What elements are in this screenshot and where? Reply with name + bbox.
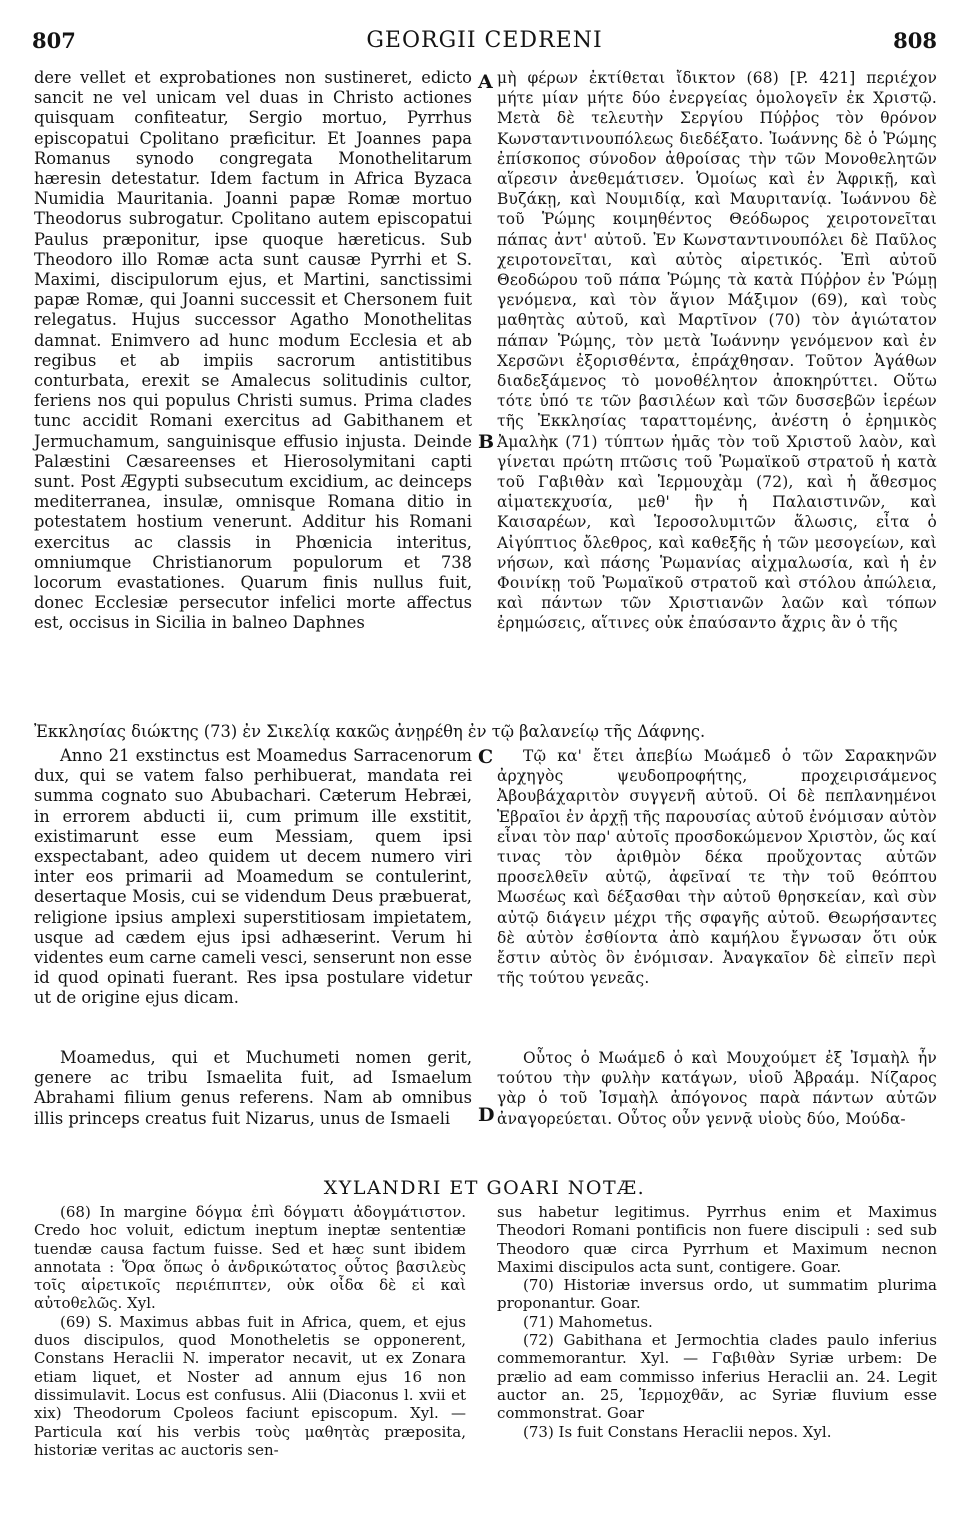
note-69: (69) S. Maximus abbas fuit in Africa, quem, et ejus duos discipulos, quod Monotheletis se opponerent, Constans Heraclii N. imperator necavit, ut ex Zonara etiam liquet, et Noster ad annum ejus 16 non dissimulavit. Locus est confusus. Alii (Diaconus l. xvii et xix) Theodorum Cpoleos faciunt episcopum. Xyl. — Particula καί his verbis τοὺς μαθητὰς præposita, historiæ veritas ac auctoris sen- bbox=[34, 1312, 466, 1459]
note-73: (73) Is fuit Constans Heraclii nepos. Xyl. bbox=[523, 1422, 832, 1441]
greek-column-part1 bbox=[497, 68, 937, 634]
note-69-continued: sus habetur legitimus. Pyrrhus enim et Maximus Theodori Romani pontificis non fuere discipuli : sed sub Theodoro quæ circa Pyrrhum et Maximum necnon Maximi discipulos acta sunt, contigere. Goar. bbox=[497, 1203, 937, 1276]
note-70: (70) Historiæ inversus ordo, ut summatim plurima proponantur. Goar. bbox=[497, 1276, 937, 1313]
greek-column-part2 bbox=[497, 746, 937, 988]
note-72: (72) Gabithana et Jermochtia clades paulo inferius commemorantur. Xyl. — Γαβιθὰν Syriæ urbem: De prælio ad eam commisso inferius Heraclii an. 24. Legit auctor an. 25, Ἱερμοχθᾶν, ac Syriæ fluvium esse commonstrat. Goar bbox=[497, 1331, 937, 1423]
greek-paragraph-1: μὴ φέρων ἐκτίθεται ἴδικτον (68) [P. 421] περιέχον μήτε μίαν μήτε δύο ἐνεργείας ὁμολογεῖν ἐκ Χριστῷ. Μετὰ δὲ τελευτὴν Σεργίου Πύῤῥος τὸν θρόνον Κωνσταντινουπόλεως διεδέξατο. Ἰωάννης δὲ ὁ Ῥώμης ἐπίσκοπος σύνοδον ἀθροίσας τὴν τῶν Μονοθελητῶν αἵρεσιν ἀνεθεμάτισεν. Ὁμοίως καὶ ἐν Ἀφρικῇ, καὶ Βυζάκῃ, καὶ Νουμιδίᾳ, καὶ Μαυριτανίᾳ. Ἰωάννου δὲ τοῦ Ῥώμης κοιμηθέντος Θεόδωρος χειροτονεῖται πάπας ἀντ' αὐτοῦ. Ἐν Κωνσταντινουπόλει δὲ Παῦλος χειροτονεῖται, καὶ αὐτὸς αἱρετικός. Ἐπὶ αὐτοῦ Θεοδώρου τοῦ πάπα Ῥώμης τὰ κατὰ Πύῤῥον ἐν Ῥώμῃ γενόμενα, καὶ τὸν ἅγιον Μάξιμον (69), καὶ τοὺς μαθητὰς αὐτοῦ, καὶ Μαρτῖνον (70) τὸν ἁγιώτατον πάπαν Ῥώμης, τὸν μετὰ Ἰωάννην γενόμενον καὶ ἐν Χερσῶνι ἐξορισθέντα, ἐπράχθησαν. Τοῦτον Ἀγάθων διαδεξάμενος τὸ μονοθέλητον ἀποκηρύττει. Οὕτω τότε ὑπό τε τῶν βασιλέων καὶ τῶν δυσσεβῶν ἱερέων τῆς Ἐκκλησίας ταραττομένης, ἀνέστη ὁ ἐρημικὸς Ἀμαλὴκ (71) τύπτων ἡμᾶς τὸν τοῦ Χριστοῦ λαὸν, καὶ γίνεται πρώτη πτῶσις τοῦ Ῥωμαϊκοῦ στρατοῦ ἡ κατὰ τοῦ Γαβιθὰν καὶ Ἱερμουχὰμ (72), καὶ ἡ ἄθεσμος αἱματεκχυσία, μεθ' ἣν ἡ Παλαιστινῶν, καὶ Καισαρέων, καὶ Ἱεροσολυμιτῶν ἅλωσις, εἶτα ὁ Αἰγύπτιος ὄλεθρος, καὶ καθεξῆς ἡ τῶν μεσογείων, καὶ νήσων, καὶ πάσης Ῥωμανίας αἰχμαλωσία, καὶ ἡ ἐν Φοινίκῃ τοῦ Ῥωμαϊκοῦ στρατοῦ καὶ στόλου ἀπώλεια, καὶ πάντων τῶν Χριστιανῶν λαῶν καὶ τόπων ἐρημώσεις, αἵτινες οὐκ ἐπαύσαντο ἄχρις ἂν ὁ τῆς bbox=[497, 69, 937, 633]
greek-spanning-line: Ἐκκλησίας διώκτης (73) ἐν Σικελίᾳ κακῶς ἀνῃρέθη ἐν τῷ βαλανείῳ τῆς Δάφνης. bbox=[34, 722, 706, 741]
latin-column-part1 bbox=[34, 68, 472, 634]
latin-paragraph-3: Moamedus, qui et Muchumeti nomen gerit, genere ac tribu Ismaelita fuit, ad Ismaelum Abrahami filium genus referens. Nam ab omnibus illis princeps creatus fuit Nizarus, unus de Ismaeli bbox=[34, 1048, 472, 1128]
section-marker-d: D bbox=[478, 1104, 495, 1126]
page-header bbox=[32, 28, 937, 58]
section-marker-a: A bbox=[478, 71, 493, 93]
notes-right-column bbox=[497, 1203, 937, 1441]
right-page-number: 808 bbox=[893, 28, 937, 53]
note-68: (68) In margine δόγμα ἐπὶ δόγματι ἀδογμάτιστον. Credo hoc voluit, edictum ineptum ineptæ sententiæ tuendæ causa factum fuisse. Sed et hæc sunt ibidem annotata : Ὅρα ὅπως ὁ ἀνδρικώτατος οὗτος βασιλεὺς τοῖς αἱρετικοῖς περιέπιπτεν, οὐκ οἶδα δὲ εἰ καὶ αὐτοθελῶς. Xyl. bbox=[34, 1203, 466, 1313]
latin-paragraph-2: Anno 21 exstinctus est Moamedus Sarracenorum dux, qui se vatem falso perhibuerat, mandata rei summa cognato suo Abubachari. Cæterum Hebræi, in errorem abducti ii, cum primum ille exstitit, existimarunt esse eum Messiam, quem ipsi exspectabant, adeo quidem ut decem numero viri inter eos primarii ad Moamedum se contulerint, desertaque Mosis, cui se videndum Deus præbuerat, religione ipsius amplexi superstitiosam impietatem, usque ad cædem ejus ipsi adhæserint. Verum hi videntes eum carne cameli vesci, senserunt non esse id quod opinati fuerant. Res ipsa postulare videtur ut de origine ejus dicam. bbox=[34, 746, 472, 1008]
greek-paragraph-3: Οὗτος ὁ Μωάμεδ ὁ καὶ Μουχούμετ ἐξ Ἰσμαὴλ ἦν τούτου τὴν φυλὴν κατάγων, υἱοῦ Ἀβραάμ. Νίζαρος γὰρ ὁ τοῦ Ἰσμαὴλ ἀπόγονος παρὰ πάντων αὐτῶν ἀναγορεύεται. Οὗτος οὖν γεννᾷ υἱοὺς δύο, Μούδα- bbox=[497, 1049, 937, 1128]
notes-title: XYLANDRI ET GOARI NOTÆ. bbox=[323, 1177, 646, 1199]
left-page-number: 807 bbox=[32, 28, 76, 53]
latin-column-part3 bbox=[34, 1048, 472, 1129]
section-marker-b: B bbox=[478, 431, 495, 453]
notes-left-column bbox=[34, 1203, 466, 1459]
greek-column-part3 bbox=[497, 1048, 937, 1129]
note-71: (71) Mahometus. bbox=[523, 1312, 653, 1331]
running-title: GEORGII CEDRENI bbox=[366, 28, 603, 53]
latin-paragraph-1: dere vellet et exprobationes non sustineret, edicto sancit ne vel unicam vel duas in Christo actiones quisquam confiteatur, Sergio mortuo, Pyrrhus episcopatui Cpolitano præficitur. Et Joannes papa Romanus synodo congregata Monothelitarum hæresin detestatur. Idem factum in Africa Byzaca Numidia Mauritania. Joanni papæ Romæ mortuo Theodorus subrogatur. Cpolitano autem episcopatui Paulus præponitur, ipse quoque hæreticus. Sub Theodoro illo Romæ acta sunt causæ Pyrrhi et S. Maximi, discipulorum ejus, et Martini, sanctissimi papæ Romæ, qui Joanni successit et Chersonem fuit relegatus. Hujus successor Agatho Monothelitas damnat. Enimvero ad hunc modum Ecclesia et ab regibus et ab impiis sacrorum antistitibus conturbata, erexit se Amalecus solitudinis cultor, feriens nos qui populus Christi sumus. Prima clades tunc accidit Romani exercitus ad Gabithanem et Jermuchamum, sanguinisque effusio injusta. Deinde Palæstini Cæsareenses et Hierosolymitani capti sunt. Post Ægypti subsecutum excidium, ac deinceps mediterranea, insulæ, omnisque Romana ditio in potestatem hostium venerunt. Additur his Romani exercitus ac classis in Phœnicia interitus, omniumque Christianorum populorum et 738 locorum evastationes. Quarum finis nullus fuit, donec Ecclesiæ persecutor infelici morte affectus est, occisus in Sicilia in balneo Daphnes bbox=[34, 68, 472, 633]
section-marker-c: C bbox=[478, 746, 494, 768]
latin-column-part2 bbox=[34, 746, 472, 1009]
greek-paragraph-2: Τῷ κα' ἔτει ἀπεβίω Μωάμεδ ὁ τῶν Σαρακηνῶν ἀρχηγὸς ψευδοπροφήτης, προχειρισάμενος Ἀβουβάχαριτὸν συγγενῆ αὐτοῦ. Οἱ δὲ πεπλανημένοι Ἑβραῖοι ἐν ἀρχῇ τῆς παρουσίας αὐτοῦ ἐνόμισαν αὐτὸν εἶναι τὸν παρ' αὐτοῖς προσδοκώμενον Χριστὸν, ὥς καί τινας τὸν ἀριθμὸν δέκα προὔχοντας αὐτῶν προσελθεῖν αὐτῷ, ἀφεῖναί τε τὴν τοῦ θεόπτου Μωσέως καὶ δέξασθαι τὴν αὐτοῦ θρησκείαν, καὶ σὺν αὐτῷ διάγειν μέχρι τῆς σφαγῆς αὐτοῦ. Θεωρήσαντες δὲ αὐτὸν ἐσθίοντα ἀπὸ καμήλου ἔγνωσαν ὅτι οὐκ ἔστιν αὐτὸς ὃν ἐνόμισαν. Ἀναγκαῖον δὲ εἰπεῖν περὶ τῆς τούτου γενεᾶς. bbox=[497, 747, 937, 988]
